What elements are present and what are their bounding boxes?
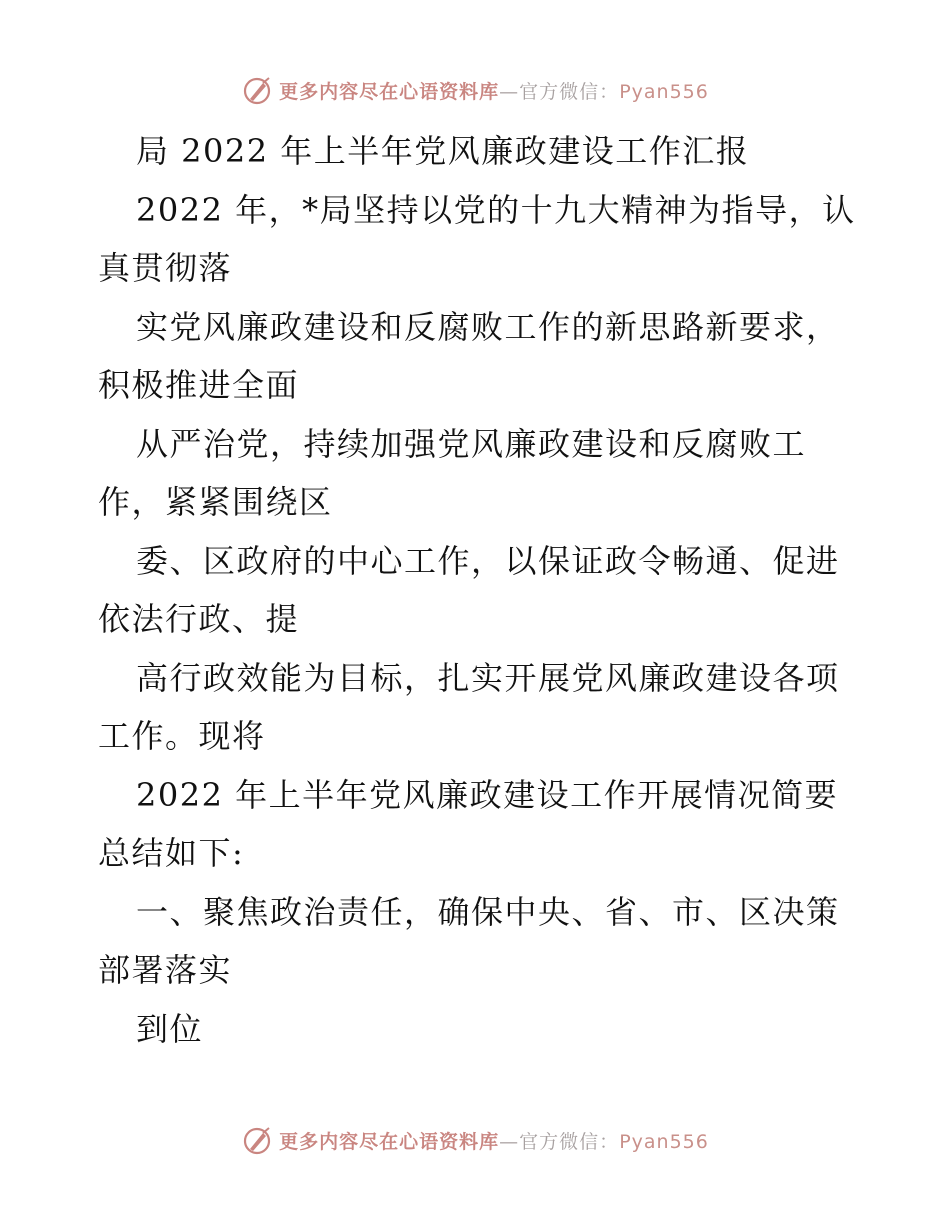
watermark-text bbox=[279, 1127, 709, 1154]
paragraph-line: 作，紧紧围绕区 bbox=[98, 483, 333, 521]
paragraph-line: 工作。现将 bbox=[98, 717, 266, 755]
paragraph-line: 积极推进全面 bbox=[98, 366, 300, 404]
paragraph-line: 2022 年，*局坚持以党的十九大精神为指导，认 bbox=[136, 190, 856, 229]
paragraph-line: 委、区政府的中心工作，以保证政令畅通、促进 bbox=[136, 541, 840, 580]
paragraph-line: 实党风廉政建设和反腐败工作的新思路新要求， bbox=[136, 307, 840, 346]
paragraph-line: 总结如下: bbox=[98, 834, 245, 872]
watermark-wechat-id: Pyan556 bbox=[619, 1130, 709, 1153]
watermark-wechat-label: 官方微信： bbox=[519, 1130, 620, 1153]
paragraph-line: 依法行政、提 bbox=[98, 600, 300, 638]
document-body bbox=[98, 122, 858, 1058]
quill-pen-logo-icon bbox=[241, 1124, 273, 1156]
watermark-dash: — bbox=[499, 80, 520, 103]
watermark-brand: 更多内容尽在心语资料库 bbox=[279, 80, 500, 103]
paragraph-line: 真贯彻落 bbox=[98, 249, 233, 287]
document-title: 局 2022 年上半年党风廉政建设工作汇报 bbox=[136, 132, 750, 170]
footer-watermark bbox=[0, 1120, 950, 1160]
watermark-text bbox=[279, 77, 709, 104]
watermark-wechat-label: 官方微信： bbox=[519, 80, 620, 103]
section-heading-continued: 到位 bbox=[136, 1009, 204, 1048]
paragraph-line: 2022 年上半年党风廉政建设工作开展情况简要 bbox=[136, 775, 839, 814]
section-heading-continued: 部署落实 bbox=[98, 951, 233, 989]
watermark-brand: 更多内容尽在心语资料库 bbox=[279, 1130, 500, 1153]
paragraph-line: 从严治党，持续加强党风廉政建设和反腐败工 bbox=[136, 424, 807, 463]
quill-pen-logo-icon bbox=[241, 74, 273, 106]
paragraph-line: 高行政效能为目标，扎实开展党风廉政建设各项 bbox=[136, 658, 840, 697]
header-watermark bbox=[0, 70, 950, 110]
watermark-dash: — bbox=[499, 1130, 520, 1153]
section-heading: 一、聚焦政治责任，确保中央、省、市、区决策 bbox=[136, 892, 840, 931]
watermark-wechat-id: Pyan556 bbox=[619, 80, 709, 103]
